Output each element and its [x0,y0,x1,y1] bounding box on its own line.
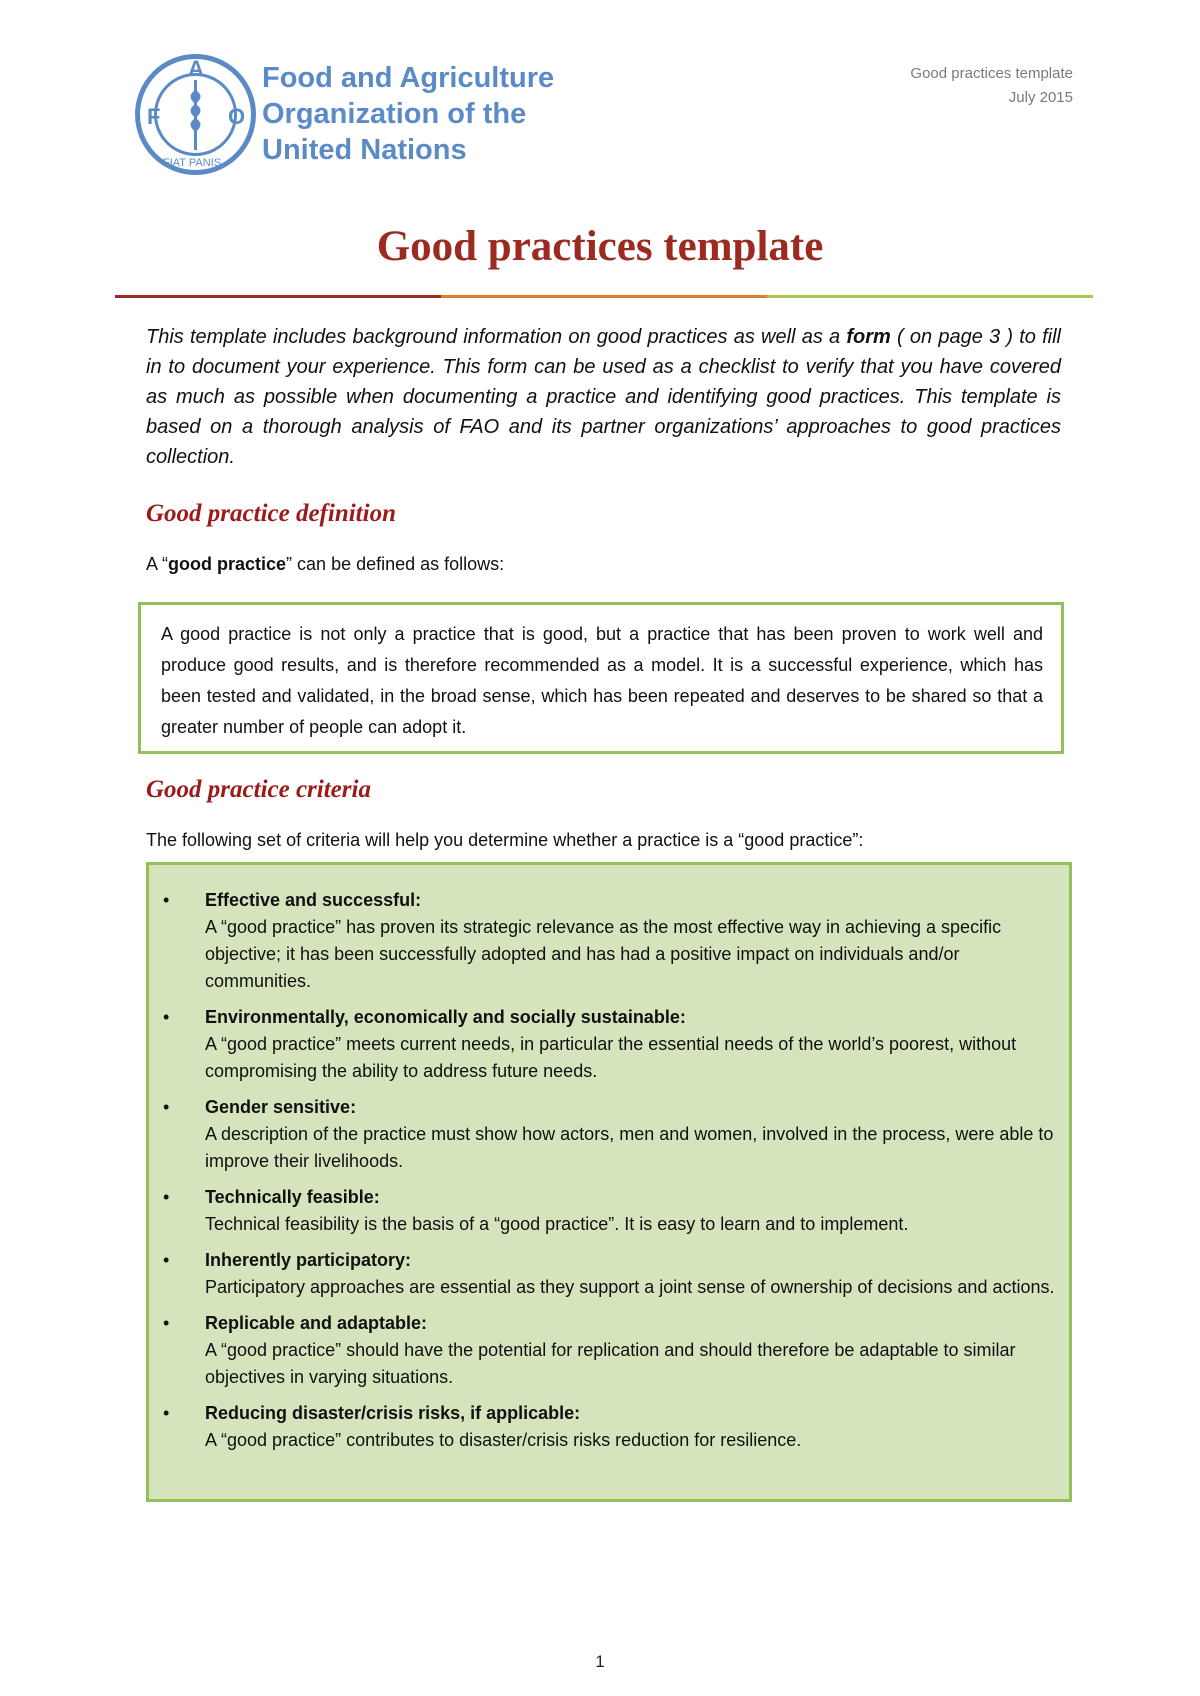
page-number: 1 [595,1652,605,1671]
criteria-item-text: A description of the practice must show how actors, men and women, involved in the process, were able to improve their livelihoods. [205,1124,1054,1171]
page-header [133,52,1073,172]
intro-part-1: This template includes background information on good practices as well as a [146,326,847,348]
definition-lead-b: ” can be defined as follows: [286,554,505,574]
bullet-icon: • [163,1403,170,1423]
rule-segment-red [115,295,441,298]
logo-letter-o: O [228,104,246,129]
logo-motto: FIAT PANIS [163,157,222,169]
criteria-item-text: A “good practice” has proven its strategic relevance as the most effective way in achieving a specific objective; it has been successfully adopted and has had a positive impact on individuals and/or communities. [205,917,1002,991]
criteria-item-title: Reducing disaster/crisis risks, if applicable: [205,1403,581,1423]
bullet-icon: • [163,1187,170,1207]
criteria-item [149,1004,1055,1085]
criteria-box [146,862,1072,1502]
criteria-lead: The following set of criteria will help you determine whether a practice is a “good practice”: [146,830,864,850]
fao-logo [133,52,258,177]
bullet-icon: • [163,1097,170,1117]
criteria-item-title: Replicable and adaptable: [205,1313,428,1333]
criteria-item-title: Technically feasible: [205,1187,380,1207]
page-title: Good practices template [376,223,824,270]
header-doc-label: Good practices template [910,65,1073,82]
bullet-icon: • [163,1313,170,1333]
bullet-icon: • [163,890,170,910]
title-rule [115,295,1093,298]
criteria-item [149,1400,1055,1454]
criteria-item-title: Environmentally, economically and socially sustainable: [205,1007,686,1027]
criteria-item [149,1310,1055,1391]
org-name-line-2: Organization of the [262,98,527,130]
criteria-item-text: A “good practice” meets current needs, in particular the essential needs of the world’s poorest, without compromising the ability to address future needs. [205,1034,1017,1081]
form-word: form [846,326,891,348]
criteria-item-title: Inherently participatory: [205,1250,412,1270]
criteria-item-text: A “good practice” contributes to disaster/crisis risks reduction for resilience. [205,1430,802,1450]
criteria-item [149,1184,1055,1238]
definition-lead-a: A “ [146,554,169,574]
definition-heading: Good practice definition [146,500,396,527]
bullet-icon: • [163,1250,170,1270]
definition-lead [146,554,504,575]
criteria-item [149,1247,1055,1301]
criteria-item-title: Effective and successful: [205,890,422,910]
rule-segment-green [767,295,1093,298]
criteria-heading: Good practice criteria [146,776,371,803]
header-meta [910,62,1073,110]
org-name-line-1: Food and Agriculture [262,62,555,94]
definition-box: A good practice is not only a practice that is good, but a practice that has been proven to work well and produce good results, and is therefore recommended as a model. It is a successful experience, which has been tested and validated, in the broad sense, which has been repeated and deserves to be shared so that a greater number of people can adopt it. [138,602,1064,754]
logo-letter-f: F [147,104,161,129]
criteria-item-text: Participatory approaches are essential as they support a joint sense of ownership of decisions and actions. [205,1277,1055,1297]
intro-paragraph [146,322,1061,472]
logo-letter-a: A [188,56,204,81]
intro-part-2: ( on page 3 ) to fill in to document your experience. This form can be used as a checklist to verify that you have covered as much as possible when documenting a practice and identifying good practices. This template is based on a thorough analysis of FAO and its partner organizations’ approaches to good practices collection. [146,326,1061,468]
org-name [262,60,554,168]
criteria-item [149,887,1055,995]
bullet-icon: • [163,1007,170,1027]
criteria-item-text: Technical feasibility is the basis of a “good practice”. It is easy to learn and to implement. [205,1214,909,1234]
criteria-item [149,1094,1055,1175]
org-name-line-3: United Nations [262,134,467,166]
rule-segment-orange [441,295,767,298]
definition-lead-bold: good practice [168,554,287,574]
criteria-item-title: Gender sensitive: [205,1097,357,1117]
criteria-item-text: A “good practice” should have the potential for replication and should therefore be adaptable to similar objectives in varying situations. [205,1340,1016,1387]
header-date: July 2015 [1008,89,1073,106]
